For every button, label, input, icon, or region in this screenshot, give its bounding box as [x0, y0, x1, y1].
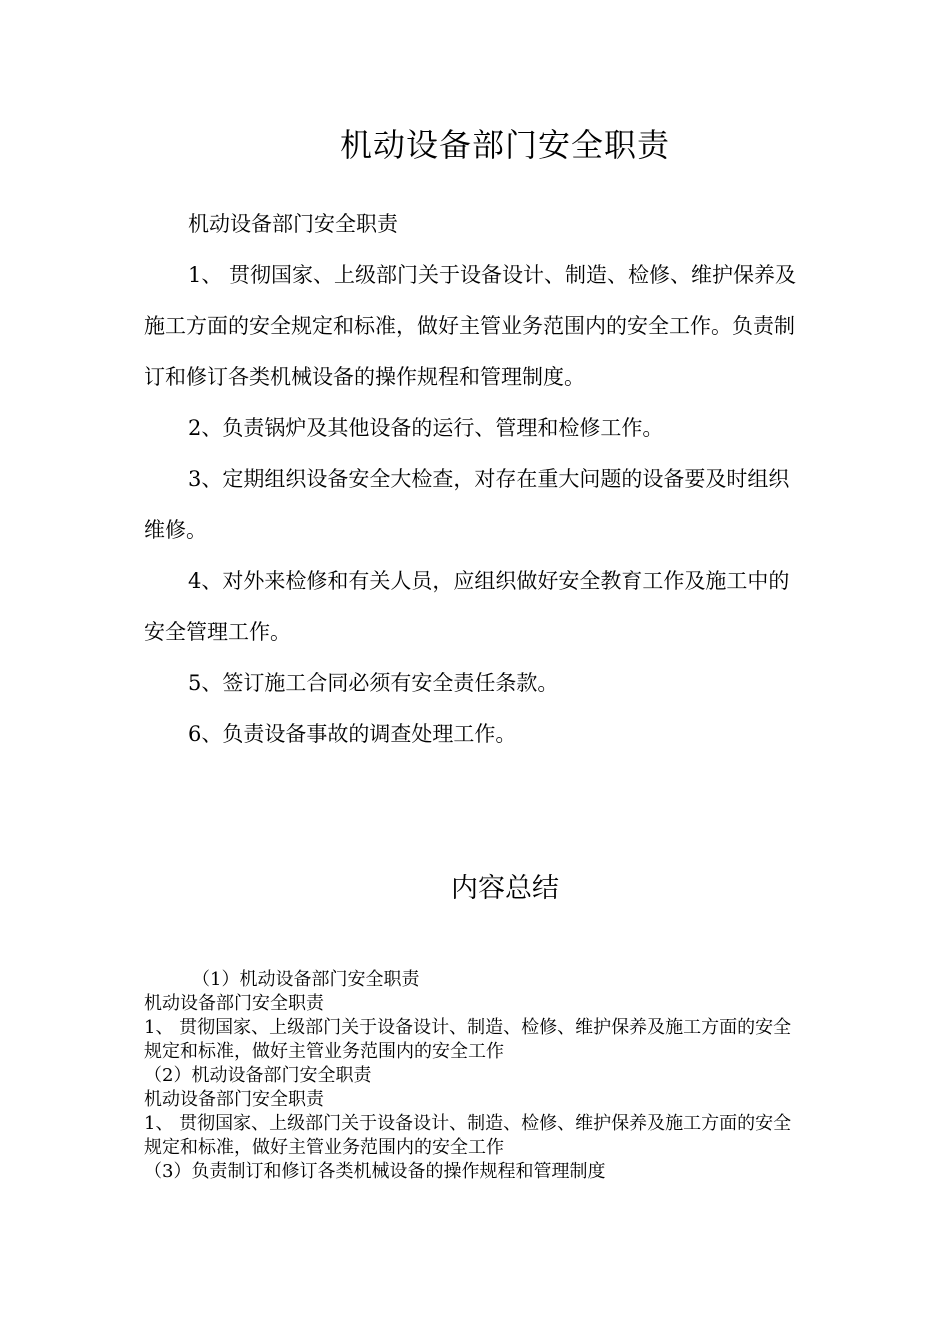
paragraph-item-6: 6、负责设备事故的调查处理工作。	[188, 722, 517, 746]
paragraph-item-2: 2、负责锅炉及其他设备的运行、管理和检修工作。	[188, 416, 664, 440]
summary-line: 机动设备部门安全职责	[144, 1089, 324, 1110]
summary-line: （3）负责制订和修订各类机械设备的操作规程和管理制度	[144, 1161, 606, 1182]
summary-title: 内容总结	[451, 873, 559, 904]
summary-line: 1、 贯彻国家、上级部门关于设备设计、制造、检修、维护保养及施工方面的安全规定和标准，做好主管业务范围内的安全工作	[144, 1017, 792, 1062]
paragraph-heading: 机动设备部门安全职责	[188, 212, 398, 236]
document-title: 机动设备部门安全职责	[339, 126, 670, 164]
paragraph-item-5: 5、签订施工合同必须有安全责任条款。	[188, 671, 559, 695]
summary-line: （2）机动设备部门安全职责	[144, 1065, 372, 1086]
summary-body	[144, 968, 809, 1184]
paragraph-item-1: 1、 贯彻国家、上级部门关于设备设计、制造、检修、维护保养及施工方面的安全规定和标准，做好主管业务范围内的安全工作。负责制订和修订各类机械设备的操作规程和管理制度。	[144, 263, 797, 389]
document-body	[144, 199, 809, 760]
summary-line: 1、 贯彻国家、上级部门关于设备设计、制造、检修、维护保养及施工方面的安全规定和标准，做好主管业务范围内的安全工作	[144, 1113, 792, 1158]
paragraph-item-3: 3、定期组织设备安全大检查，对存在重大问题的设备要及时组织维修。	[144, 467, 790, 542]
summary-line: （1）机动设备部门安全职责	[192, 969, 420, 990]
summary-line: 机动设备部门安全职责	[144, 993, 324, 1014]
paragraph-item-4: 4、对外来检修和有关人员，应组织做好安全教育工作及施工中的安全管理工作。	[144, 569, 790, 644]
